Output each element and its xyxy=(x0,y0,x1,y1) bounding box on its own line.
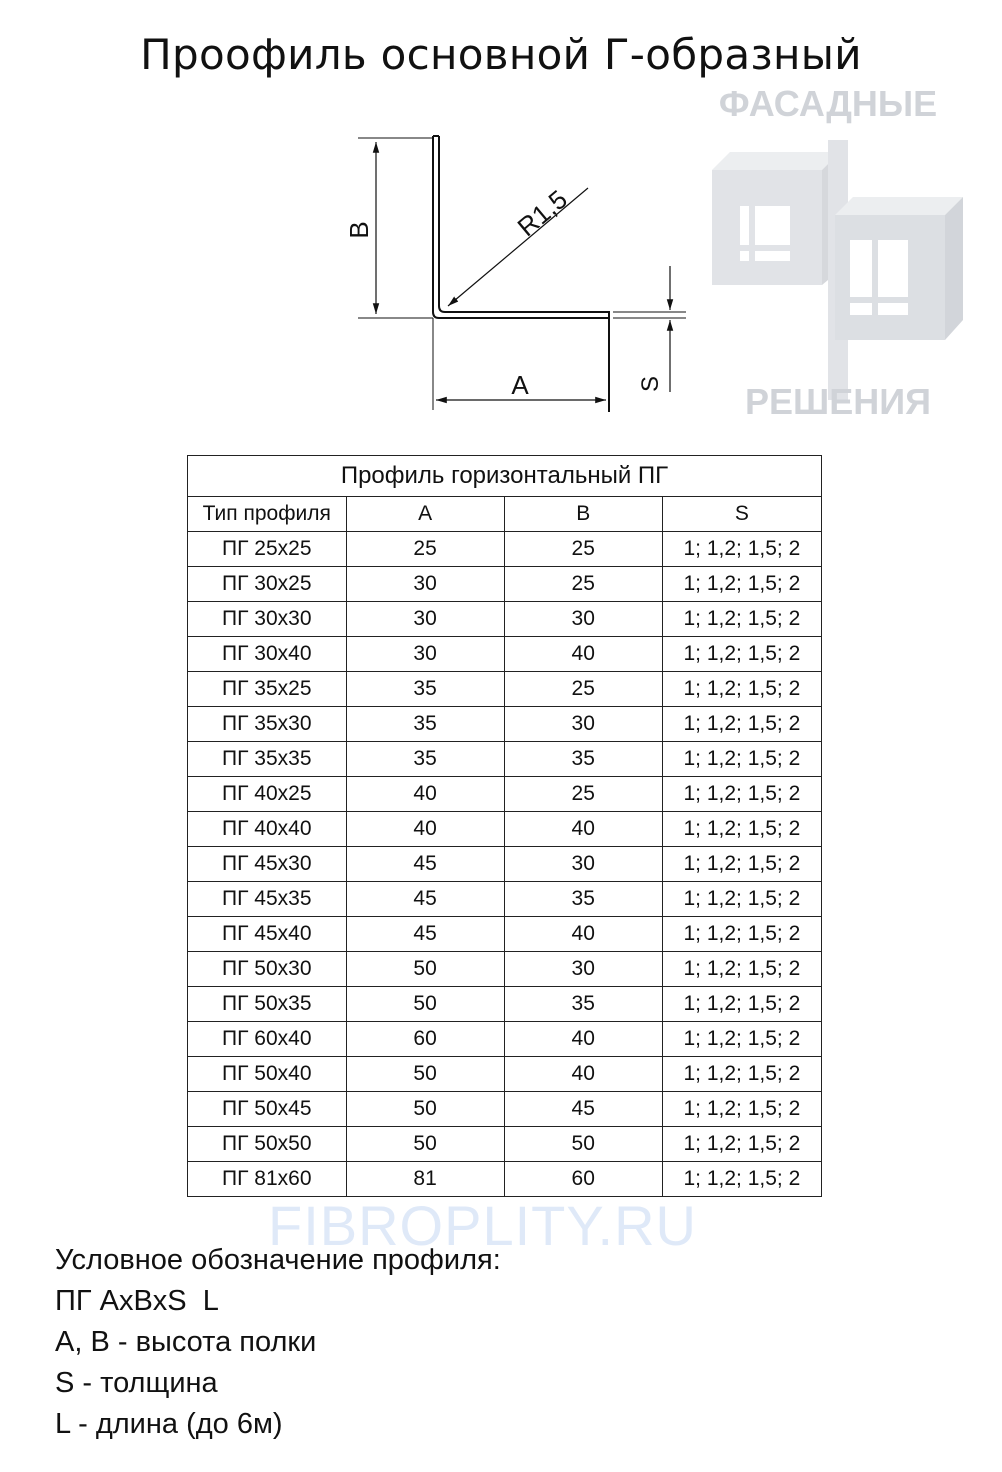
dimension-a-label: A xyxy=(511,370,529,400)
cell-type: ПГ 50х50 xyxy=(188,1127,347,1162)
cell-type: ПГ 25х25 xyxy=(188,532,347,567)
designation-notes xyxy=(55,1240,501,1445)
watermark: FIBROPLITY.RU xyxy=(268,1194,697,1257)
table-row xyxy=(188,1162,822,1197)
cell-a: 81 xyxy=(346,1162,504,1197)
cell-type: ПГ 50х45 xyxy=(188,1092,347,1127)
cell-a: 35 xyxy=(346,707,504,742)
cell-type: ПГ 30х40 xyxy=(188,637,347,672)
cell-a: 50 xyxy=(346,1057,504,1092)
table-row xyxy=(188,707,822,742)
cell-b: 30 xyxy=(504,707,662,742)
company-logo xyxy=(690,80,980,430)
cell-s: 1; 1,2; 1,5; 2 xyxy=(662,812,821,847)
cell-type: ПГ 40х25 xyxy=(188,777,347,812)
cell-type: ПГ 81х60 xyxy=(188,1162,347,1197)
cell-b: 30 xyxy=(504,847,662,882)
cell-s: 1; 1,2; 1,5; 2 xyxy=(662,952,821,987)
cell-a: 35 xyxy=(346,742,504,777)
cell-s: 1; 1,2; 1,5; 2 xyxy=(662,567,821,602)
cell-type: ПГ 50х35 xyxy=(188,987,347,1022)
table-row xyxy=(188,637,822,672)
table-row xyxy=(188,1057,822,1092)
cell-s: 1; 1,2; 1,5; 2 xyxy=(662,637,821,672)
table-caption: Профиль горизонтальный ПГ xyxy=(188,456,822,497)
page-title: Проофиль основной Г-образный xyxy=(140,30,862,79)
table-row xyxy=(188,1022,822,1057)
header-b: B xyxy=(504,497,662,532)
cell-type: ПГ 45х35 xyxy=(188,882,347,917)
cell-type: ПГ 50х40 xyxy=(188,1057,347,1092)
dimension-b-label: B xyxy=(344,221,374,239)
note-line: ПГ AxBxS L xyxy=(55,1285,219,1317)
cell-a: 45 xyxy=(346,882,504,917)
table-row xyxy=(188,812,822,847)
cell-b: 35 xyxy=(504,987,662,1022)
table-row xyxy=(188,777,822,812)
header-type: Тип профиля xyxy=(188,497,347,532)
cell-a: 30 xyxy=(346,637,504,672)
cell-b: 30 xyxy=(504,952,662,987)
cell-type: ПГ 30х25 xyxy=(188,567,347,602)
cell-type: ПГ 35х35 xyxy=(188,742,347,777)
cell-type: ПГ 45х40 xyxy=(188,917,347,952)
cell-a: 25 xyxy=(346,532,504,567)
cell-s: 1; 1,2; 1,5; 2 xyxy=(662,917,821,952)
table-row xyxy=(188,602,822,637)
cell-s: 1; 1,2; 1,5; 2 xyxy=(662,602,821,637)
table-row xyxy=(188,882,822,917)
cell-b: 30 xyxy=(504,602,662,637)
logo-top-text: ФАСАДНЫЕ xyxy=(718,83,938,124)
cell-b: 45 xyxy=(504,1092,662,1127)
cell-b: 25 xyxy=(504,672,662,707)
cell-type: ПГ 35х25 xyxy=(188,672,347,707)
note-line: S - толщина xyxy=(55,1367,218,1399)
cell-a: 50 xyxy=(346,1127,504,1162)
table-row xyxy=(188,1127,822,1162)
cell-a: 45 xyxy=(346,847,504,882)
cell-a: 40 xyxy=(346,812,504,847)
cell-type: ПГ 35х30 xyxy=(188,707,347,742)
header-s: S xyxy=(662,497,821,532)
cell-b: 25 xyxy=(504,532,662,567)
cell-type: ПГ 45х30 xyxy=(188,847,347,882)
cell-type: ПГ 40х40 xyxy=(188,812,347,847)
cell-b: 60 xyxy=(504,1162,662,1197)
cell-s: 1; 1,2; 1,5; 2 xyxy=(662,847,821,882)
cell-s: 1; 1,2; 1,5; 2 xyxy=(662,777,821,812)
cell-s: 1; 1,2; 1,5; 2 xyxy=(662,1127,821,1162)
table-row xyxy=(188,952,822,987)
cell-a: 50 xyxy=(346,987,504,1022)
note-line: Условное обозначение профиля: xyxy=(55,1244,501,1276)
note-line: L - длина (до 6м) xyxy=(55,1408,283,1440)
table-row xyxy=(188,847,822,882)
cell-s: 1; 1,2; 1,5; 2 xyxy=(662,532,821,567)
cell-b: 40 xyxy=(504,917,662,952)
table-row xyxy=(188,672,822,707)
table-row xyxy=(188,987,822,1022)
cell-a: 45 xyxy=(346,917,504,952)
table-row xyxy=(188,1092,822,1127)
cell-type: ПГ 30х30 xyxy=(188,602,347,637)
header-a: A xyxy=(346,497,504,532)
cell-a: 30 xyxy=(346,567,504,602)
cell-b: 25 xyxy=(504,777,662,812)
profile-spec-table xyxy=(187,455,822,1197)
cell-type: ПГ 50х30 xyxy=(188,952,347,987)
radius-label: R1,5 xyxy=(511,183,573,243)
table-row xyxy=(188,742,822,777)
cell-s: 1; 1,2; 1,5; 2 xyxy=(662,987,821,1022)
cell-s: 1; 1,2; 1,5; 2 xyxy=(662,1057,821,1092)
cell-s: 1; 1,2; 1,5; 2 xyxy=(662,742,821,777)
cell-a: 50 xyxy=(346,1092,504,1127)
table-row xyxy=(188,532,822,567)
table-body xyxy=(188,532,822,1197)
cell-type: ПГ 60х40 xyxy=(188,1022,347,1057)
cell-s: 1; 1,2; 1,5; 2 xyxy=(662,672,821,707)
logo-bottom-text: РЕШЕНИЯ xyxy=(745,381,931,422)
cell-a: 40 xyxy=(346,777,504,812)
profile-drawing xyxy=(330,120,700,420)
note-line: A, B - высота полки xyxy=(55,1326,317,1358)
cell-b: 35 xyxy=(504,742,662,777)
cell-s: 1; 1,2; 1,5; 2 xyxy=(662,707,821,742)
cell-s: 1; 1,2; 1,5; 2 xyxy=(662,1162,821,1197)
cell-a: 50 xyxy=(346,952,504,987)
cell-a: 60 xyxy=(346,1022,504,1057)
cell-b: 40 xyxy=(504,1022,662,1057)
cell-s: 1; 1,2; 1,5; 2 xyxy=(662,882,821,917)
cell-b: 40 xyxy=(504,812,662,847)
cell-a: 35 xyxy=(346,672,504,707)
table-row xyxy=(188,917,822,952)
dimension-s-label: S xyxy=(637,375,664,393)
cell-b: 40 xyxy=(504,637,662,672)
cell-s: 1; 1,2; 1,5; 2 xyxy=(662,1092,821,1127)
cell-b: 35 xyxy=(504,882,662,917)
cell-a: 30 xyxy=(346,602,504,637)
cell-s: 1; 1,2; 1,5; 2 xyxy=(662,1022,821,1057)
cell-b: 25 xyxy=(504,567,662,602)
cell-b: 50 xyxy=(504,1127,662,1162)
cell-b: 40 xyxy=(504,1057,662,1092)
table-row xyxy=(188,567,822,602)
